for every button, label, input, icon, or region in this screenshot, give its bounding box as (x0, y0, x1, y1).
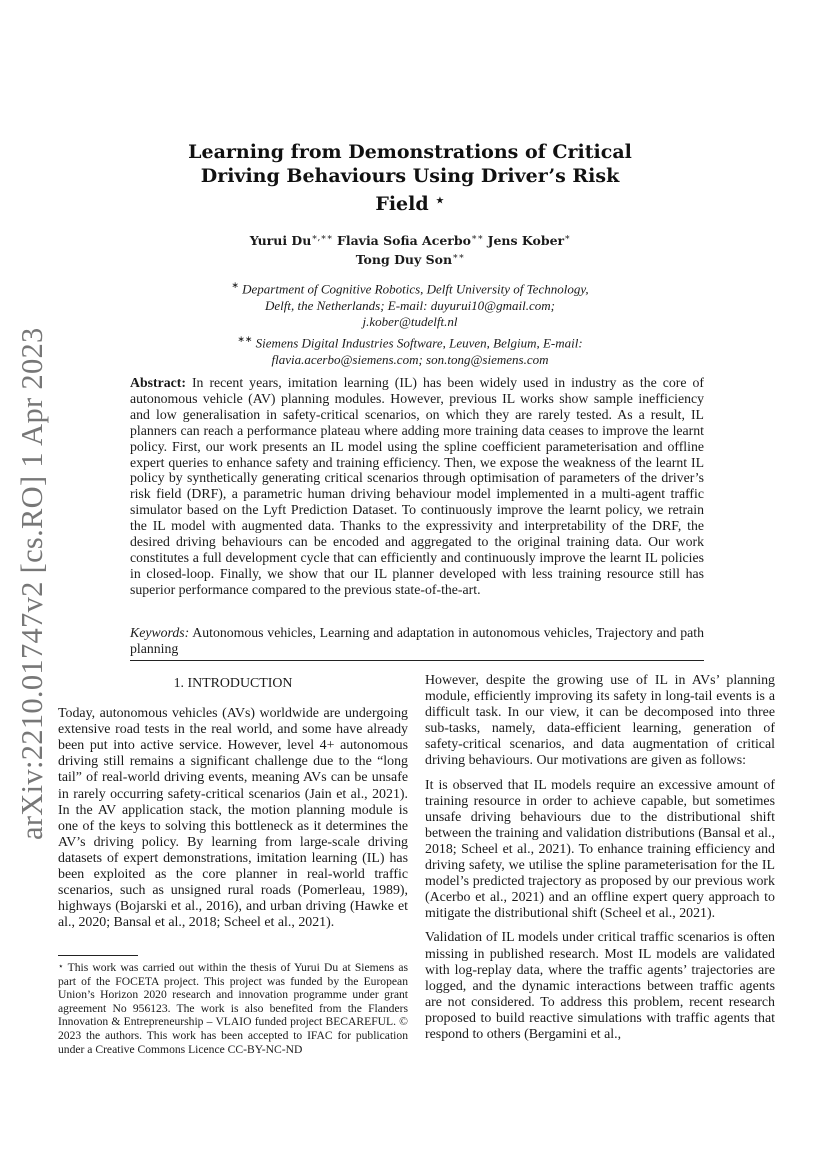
author-name: Yurui Du (249, 233, 312, 249)
keywords-divider (130, 660, 704, 661)
affiliation-line: flavia.acerbo@siemens.com; son.tong@siemens.com (271, 351, 549, 367)
title-line-3-text: Field (375, 193, 429, 215)
footnote-text: This work was carried out within the thesis of Yurui Du at Siemens as part of the FOCETA project. This project was funded by the European Union’s Horizon 2020 research and innovation programme under grant agreement No 956123. The work is also benefited from the Flanders Innovation & Entrepreneurship – VLAIO funded project BECAREFUL. © 2023 the authors. This work has been accepted to IFAC for publication under a Creative Commons Licence CC-BY-NC-ND (58, 961, 408, 1056)
abstract-label: Abstract: (130, 375, 186, 390)
author-affiliation-mark: ∗ (564, 233, 571, 243)
affiliation-text: Siemens Digital Industries Software, Leuven, Belgium, E-mail: (255, 335, 583, 351)
abstract-text: In recent years, imitation learning (IL) has been widely used in industry as the core of autonomous vehicle (AV) planning modules. However, previous IL works show sample inefficiency and low generalisation in safety-critical scenarios, on which they are rarely tested. As a result, IL planners can reach a performance plateau where adding more training data ceases to improve the learnt policy. First, our work presents an IL model using the spline coefficient parameterisation and offline expert queries to enhance safety and training efficiency. Then, we expose the weakness of the learnt IL policy by synthetically generating critical scenarios through optimisation of parameters of the driver’s risk field (DRF), a parametric human driving behaviour model implemented in a multi-agent traffic simulator based on the Lyft Prediction Dataset. To continuously improve the learnt policy, we retrain the IL model with augmented data. Thanks to the expressivity and interpretability of the DRF, the desired driving behaviours can be encoded and aggregated to the original training data. Our work constitutes a full development cycle that can efficiently and continuously improve the learnt IL policies in closed-loop. Finally, we show that our IL planner developed with less training resource still has superior performance compared to the previous state-of-the-art. (130, 375, 704, 597)
left-column (58, 673, 408, 939)
section-heading: 1. INTRODUCTION (173, 676, 293, 691)
author-list (160, 230, 660, 268)
title-footnote-star: ⋆ (435, 191, 445, 209)
affiliation-line (170, 331, 650, 352)
affiliation-mark: ∗ (231, 280, 239, 290)
author-name: Jens Kober (487, 233, 565, 249)
author-affiliation-mark: ∗,∗∗ (311, 233, 333, 243)
affiliation-mark: ∗∗ (237, 333, 253, 344)
arxiv-identifier-text: arXiv:2210.01747v2 [cs.RO] 1 Apr 2023 (15, 327, 49, 840)
author-name: Flavia Sofia Acerbo (336, 233, 471, 249)
author-affiliation-mark: ∗∗ (470, 233, 484, 243)
affiliation-line: j.kober@tudelft.nl (362, 314, 458, 330)
affiliation-text: Department of Cognitive Robotics, Delft University of Technology, (242, 281, 589, 297)
author-line-1 (160, 230, 660, 249)
title-line-1: Learning from Demonstrations of Critical (188, 141, 632, 163)
abstract (130, 375, 704, 598)
arxiv-identifier-stamp (14, 327, 60, 840)
footnote (58, 960, 408, 1056)
footnote-divider (58, 955, 138, 956)
paper-title (160, 140, 660, 216)
keywords-text: Autonomous vehicles, Learning and adaptation in autonomous vehicles, Trajectory and path planning (130, 625, 704, 656)
intro-paragraph: Today, autonomous vehicles (AVs) worldwide are undergoing extensive road tests in the real world, and some have already been put into active service. However, level 4+ autonomous driving still remains a significant challenge due to the “long tail” of real-world driving events, meaning AVs can be unsafe in rarely occurring safety-critical scenarios (Jain et al., 2021). In the AV application stack, the motion planning module is one of the keys to solving this bottleneck as it determines the AV’s driving policy. By learning from large-scale driving datasets of expert demonstrations, imitation learning (IL) has been exploited as the core planner in real-world traffic scenarios, such as unsigned rural roads (Pomerleau, 1989), highways (Bojarski et al., 2016), and urban driving (Hawke et al., 2020; Bansal et al., 2018; Scheel et al., 2021). (58, 706, 408, 931)
author-line-2 (160, 249, 660, 268)
title-line-3 (160, 188, 660, 216)
affiliations (170, 277, 650, 368)
intro-paragraph: However, despite the growing use of IL in AVs’ planning module, efficiently improving its safety in long-tail events is a difficult task. In our view, it can be decomposed into three sub-tasks, namely, data-efficient learning, generation of safety-critical scenarios, and data augmentation of critical driving behaviours. Our motivations are given as follows: (425, 673, 775, 769)
keywords-label: Keywords: (130, 625, 190, 640)
footnote-mark: ⋆ (58, 961, 64, 971)
author-affiliation-mark: ∗∗ (452, 252, 465, 263)
right-column (425, 673, 775, 1051)
intro-paragraph: It is observed that IL models require an excessive amount of training resource in order to achieve capable, but sometimes unsafe driving behaviours due to the distributional shift between the training and validation distributions (Bansal et al., 2018; Scheel et al., 2021). To enhance training efficiency and driving safety, we utilise the spline parameterisation for the IL model’s predicted trajectory as proposed by our previous work (Acerbo et al., 2021) and an offline expert query approach to mitigate the distributional shift (Scheel et al., 2021). (425, 777, 775, 922)
title-line-2: Driving Behaviours Using Driver’s Risk (200, 165, 620, 187)
affiliation-line (170, 277, 650, 298)
affiliation-line: Delft, the Netherlands; E-mail: duyurui10@gmail.com; (265, 297, 555, 313)
intro-paragraph: Validation of IL models under critical traffic scenarios is often missing in published research. Most IL models are validated with log-replay data, where the traffic agents’ trajectories are logged, and the dynamic interactions between traffic agents are not considered. To address this problem, recent research proposed to build reactive simulations with traffic agents that respond to others (Bergamini et al., (425, 930, 775, 1042)
keywords (130, 625, 704, 657)
author-name: Tong Duy Son (355, 252, 453, 268)
